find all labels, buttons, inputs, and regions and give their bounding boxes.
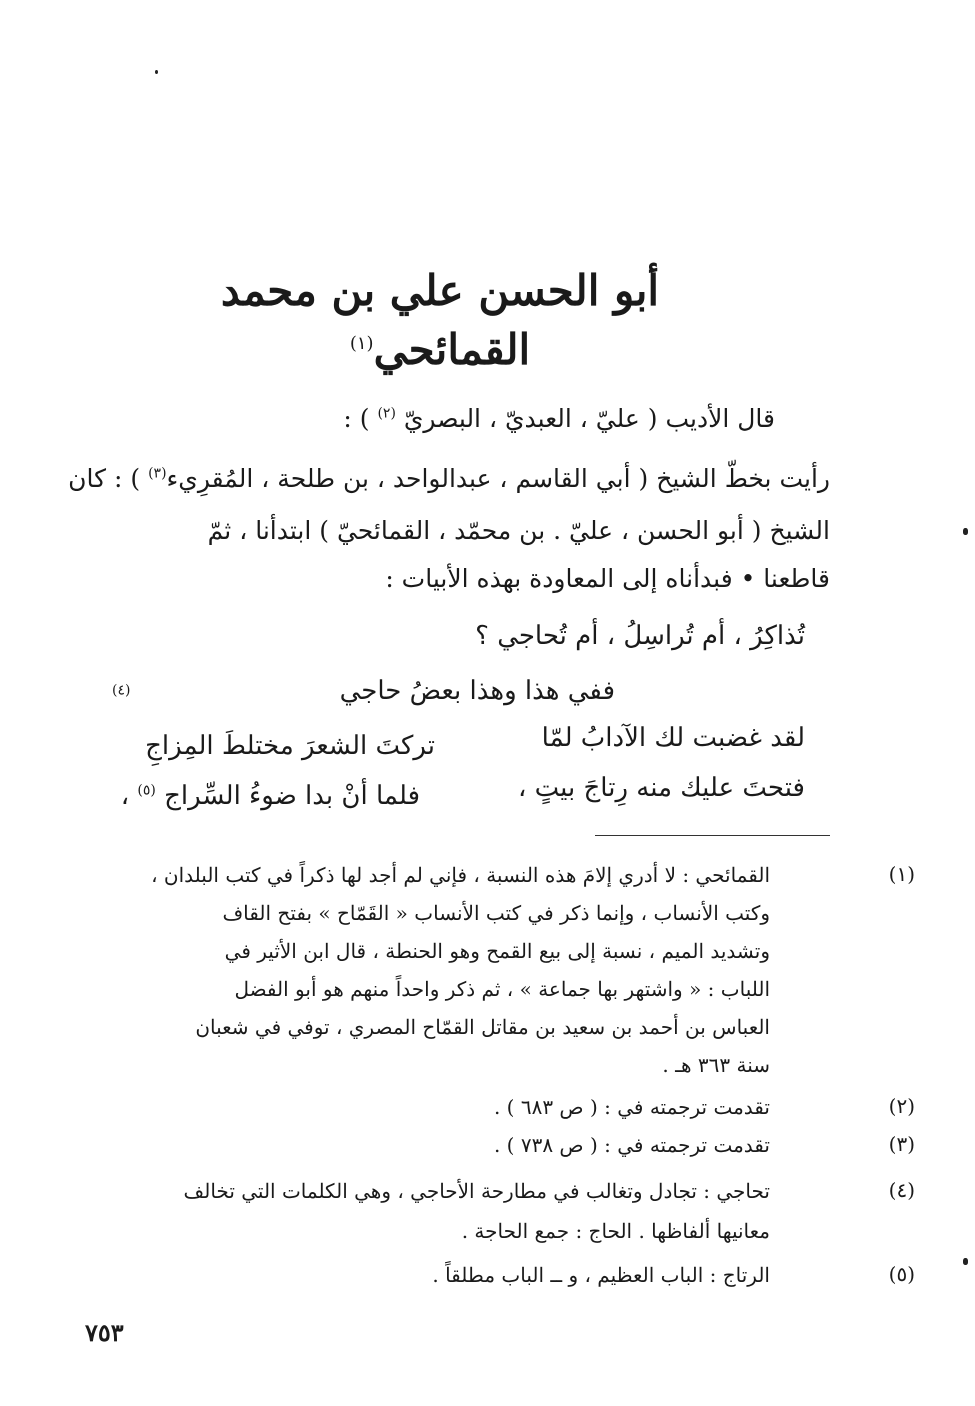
body-line: قاطعنا • فبدأناه إلى المعاودة بهذه الأبيات : (385, 564, 830, 593)
verse-first-hemistich: فتحتَ عليك منه رِتاجَ بيتٍ ، (517, 773, 805, 803)
footnote-line: تقدمت ترجمته في : ( ص ٦٨٣ ) . (493, 1095, 770, 1119)
footnote-line: معانيها ألفاظها . الحاج : جمع الحاجة . (461, 1219, 770, 1243)
body-line: قال الأديب ( عليّ ، العبديّ ، البصريّ $^{(٢)}$ ) : (343, 404, 775, 433)
margin-mark (963, 528, 968, 535)
footnote-number: (٢) (888, 1094, 915, 1118)
footnote-number: (٤) (888, 1178, 915, 1202)
title-footnote-marker: (١) (349, 332, 374, 354)
footnote-number: (٥) (888, 1262, 915, 1286)
footnote-marker: (٢) (377, 405, 396, 422)
body-line: الشيخ ( أبو الحسن ، عليّ . بن محمّد ، القمائحيّ ) ابتدأنا ، ثمّ (207, 516, 830, 545)
footnote-number: (١) (888, 862, 915, 886)
footnote-line: سنة ٣٦٣ هـ . (662, 1053, 770, 1077)
page-number: ٧٥٣ (85, 1318, 124, 1347)
verse-first-hemistich: ففي هذا وهذا بعضُ حاجي (339, 676, 615, 706)
footnote-line: تقدمت ترجمته في : ( ص ٧٣٨ ) . (493, 1133, 770, 1157)
footnote-line: العباس بن أحمد بن سعيد بن مقاتل القمّاح المصري ، توفي في شعبان (195, 1015, 770, 1039)
biography-title (200, 262, 680, 380)
verse-second-hemistich: فلما أنْ بدا ضوءُ السِّراج $^{(٥)}$ ، (120, 781, 420, 811)
footnote-line: اللباب : « واشتهر بها جماعة » ، ثم ذكر واحداً منهم هو أبو الفضل (234, 977, 770, 1001)
footnote-number: (٣) (888, 1132, 915, 1156)
footnote-line: وكتب الأنساب ، وإنما ذكر في كتب الأنساب « القَمّاح » بفتح القاف (222, 901, 770, 925)
ink-speck (155, 70, 158, 74)
footnote-marker: (٣) (148, 465, 167, 482)
title-text: أبو الحسن علي بن محمد القمائحي (220, 266, 660, 374)
verse-first-hemistich: تُذاكِرُ ، أم تُراسِلُ ، أم تُحاجي ؟ (475, 621, 805, 651)
verse-marker: (٤) (112, 682, 131, 699)
margin-mark (963, 1258, 968, 1265)
body-line: رأيت بخطّ الشيخ ( أبي القاسم ، عبدالواحد ، بن طلحة ، المُقرِيء$^{(٣)}$ ) : كان (68, 464, 830, 493)
footnote-line: وتشديد الميم ، نسبة إلى بيع القمح وهو الحنطة ، قال ابن الأثير في (224, 939, 770, 963)
footnote-line: تحاجي : تجادل وتغالب في مطارحة الأحاجي ، وهي الكلمات التي تخالف (183, 1179, 770, 1203)
footnote-line: القمائحي : لا أدري إلامَ هذه النسبة ، فإني لم أجد لها ذكراً في كتب البلدان ، (151, 863, 770, 887)
footnote-line: الرتاج : الباب العظيم ، و ــ الباب مطلقاً . (432, 1263, 770, 1287)
verse-first-hemistich: لقد غضبت لك الآدابُ لمّا (541, 723, 805, 753)
verse-second-hemistich: تركتَ الشعرَ مختلطَ المِزاجِ (145, 731, 435, 761)
footnote-separator (595, 835, 830, 836)
